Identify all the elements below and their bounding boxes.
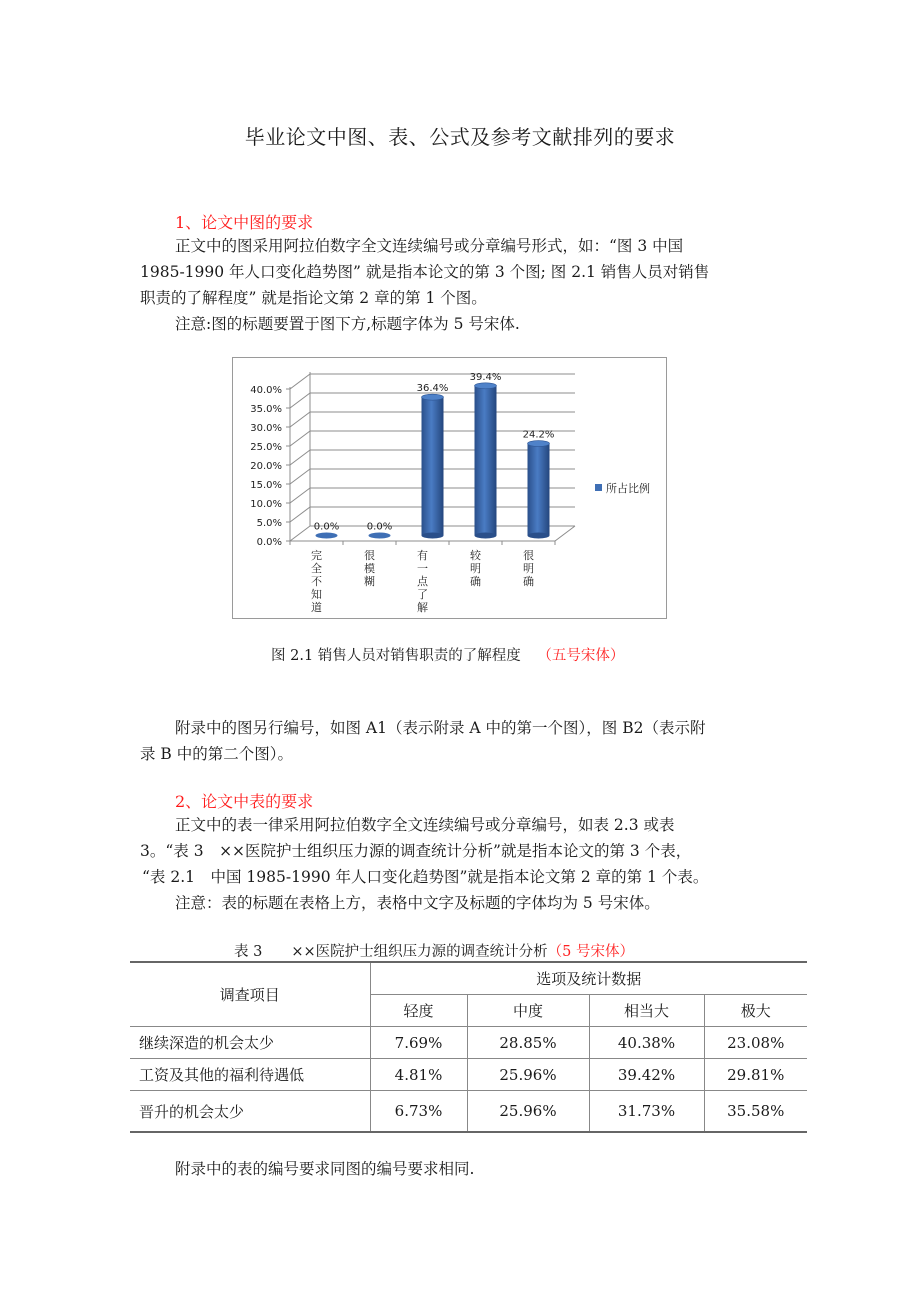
x-category-label-char: 知: [311, 588, 322, 601]
paragraph-line: 3。“表 3 ××医院护士组织压力源的调查统计分析”就是指本论文的第 3 个表，: [140, 842, 692, 860]
x-category-label-char: 确: [523, 575, 534, 588]
bar-body: [475, 386, 497, 536]
table-caption-text: 表 3 ××医院护士组织压力源的调查统计分析: [234, 944, 548, 960]
paragraph-line: “表 2.1 中国 1985-1990 年人口变化趋势图”就是指本论文第 2 章的第 1 个表。: [142, 868, 709, 886]
paragraph-line: 职责的了解程度” 就是指论文第 2 章的第 1 个图。: [140, 289, 487, 307]
bar-body: [528, 444, 550, 536]
table-header-group: 选项及统计数据: [370, 962, 807, 995]
bar-body: [422, 397, 444, 535]
y-tick-label: 5.0%: [256, 518, 282, 529]
figure-caption-text: 图 2.1 销售人员对销售职责的了解程度: [271, 648, 521, 664]
bar-top: [316, 533, 338, 539]
y-tick-label: 20.0%: [250, 461, 282, 472]
table-caption-note: （5 号宋体）: [547, 944, 634, 960]
bar: [422, 394, 444, 538]
x-category-label-char: 很: [364, 549, 375, 562]
x-category-label-char: 完: [311, 549, 322, 562]
y-tick-label: 40.0%: [250, 385, 282, 396]
table-row-label: 晋升的机会太少: [130, 1091, 370, 1133]
document-title: 毕业论文中图、表、公式及参考文献排列的要求: [244, 125, 676, 149]
x-category-label-char: 点: [417, 575, 428, 588]
section-2-paragraph: [140, 812, 810, 916]
table-cell: 4.81%: [370, 1059, 467, 1091]
table-cell: 28.85%: [467, 1027, 589, 1059]
section-1-heading: 1、论文中图的要求: [175, 213, 314, 232]
x-category-label-char: 很: [523, 549, 534, 562]
table-cell: 29.81%: [704, 1059, 807, 1091]
table-cell: 35.58%: [704, 1091, 807, 1133]
table-row: [130, 1027, 807, 1059]
figure-note: 注意:图的标题要置于图下方,标题字体为 5 号宋体.: [175, 315, 520, 333]
y-tick-label: 35.0%: [250, 404, 282, 415]
x-category-label-char: 确: [470, 575, 481, 588]
y-tick-label: 25.0%: [250, 442, 282, 453]
y-tick-label: 30.0%: [250, 423, 282, 434]
closing-paragraph: 附录中的表的编号要求同图的编号要求相同.: [175, 1160, 475, 1178]
bar-top: [422, 394, 444, 400]
table-column-header: 轻度: [370, 995, 467, 1027]
table-column-header: 相当大: [589, 995, 704, 1027]
survey-table: [130, 961, 807, 1133]
table-row: [130, 1091, 807, 1133]
legend-swatch: [595, 484, 602, 491]
bar-base: [528, 533, 550, 539]
table-caption: [234, 940, 634, 961]
x-category-label-char: 一: [417, 562, 428, 575]
table-cell: 6.73%: [370, 1091, 467, 1133]
x-category-label-char: 较: [470, 549, 481, 562]
table-cell: 39.42%: [589, 1059, 704, 1091]
x-category-label-char: 模: [364, 562, 375, 575]
data-label: 36.4%: [416, 383, 449, 395]
table-cell: 25.96%: [467, 1091, 589, 1133]
bar-top: [369, 533, 391, 539]
x-category-label-char: 糊: [364, 575, 375, 588]
x-category-label-char: 有: [417, 549, 428, 562]
paragraph-line: 1985-1990 年人口变化趋势图” 就是指本论文的第 3 个图; 图 2.1 销售人员对销售: [140, 263, 710, 281]
x-category-label-char: 不: [311, 575, 322, 588]
paragraph-line: 录 B 中的第二个图）。: [140, 745, 293, 763]
table-row-label: 继续深造的机会太少: [130, 1027, 370, 1059]
table-row-label: 工资及其他的福利待遇低: [130, 1059, 370, 1091]
bar: [475, 383, 497, 539]
figure-caption: [271, 644, 624, 665]
legend-label: 所占比例: [606, 482, 650, 495]
y-tick-label: 0.0%: [256, 537, 282, 548]
paragraph-line: 正文中的表一律采用阿拉伯数字全文连续编号或分章编号，如表 2.3 或表: [175, 816, 675, 834]
bar: [316, 533, 338, 539]
bar-base: [422, 533, 444, 539]
bar-base: [475, 533, 497, 539]
table-note: 注意：表的标题在表格上方，表格中文字及标题的字体均为 5 号宋体。: [175, 894, 660, 912]
bar: [369, 533, 391, 539]
data-label: 0.0%: [366, 521, 393, 533]
data-label: 39.4%: [469, 371, 502, 383]
table-cell: 40.38%: [589, 1027, 704, 1059]
table-column-header: 极大: [704, 995, 807, 1027]
table-cell: 25.96%: [467, 1059, 589, 1091]
appendix-figure-paragraph: [140, 715, 800, 767]
data-label: 24.2%: [522, 429, 555, 441]
y-tick-label: 10.0%: [250, 499, 282, 510]
figure-caption-note: （五号宋体）: [537, 648, 625, 664]
x-category-label-char: 明: [470, 562, 481, 575]
x-category-label-char: 解: [417, 601, 428, 614]
table-header-survey-item: 调查项目: [130, 962, 370, 1027]
data-label: 0.0%: [313, 521, 340, 533]
section-2-heading: 2、论文中表的要求: [175, 792, 314, 811]
x-category-label-char: 道: [311, 601, 322, 614]
x-category-label-char: 了: [417, 588, 428, 601]
table-row: [130, 1059, 807, 1091]
table-cell: 23.08%: [704, 1027, 807, 1059]
table-cell: 31.73%: [589, 1091, 704, 1133]
table-cell: 7.69%: [370, 1027, 467, 1059]
table-column-header: 中度: [467, 995, 589, 1027]
bar-top: [528, 441, 550, 447]
x-category-label-char: 明: [523, 562, 534, 575]
bar: [528, 441, 550, 539]
x-category-label-char: 全: [311, 562, 322, 575]
paragraph-line: 附录中的图另行编号，如图 A1（表示附录 A 中的第一个图），图 B2（表示附: [175, 719, 706, 737]
paragraph-line: 正文中的图采用阿拉伯数字全文连续编号或分章编号形式，如：“图 3 中国: [175, 237, 684, 255]
bar-top: [475, 383, 497, 389]
y-tick-label: 15.0%: [250, 480, 282, 491]
